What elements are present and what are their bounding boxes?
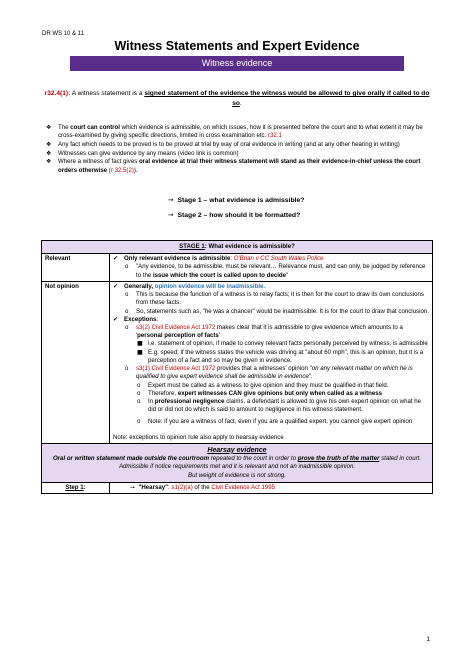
- sub-point-text: Note: if you are a witness of fact, even if you are a qualified expert, you cannot give expert opinion: [148, 418, 413, 426]
- table-row: [42, 254, 433, 282]
- sub-point: [113, 382, 429, 390]
- opinion-cell: [110, 281, 433, 443]
- step1-colon: :: [83, 483, 86, 491]
- step1-term: "Hearsay": [138, 483, 168, 491]
- stage-text: Stage 1 – what evidence is admissible?: [177, 197, 305, 204]
- statute-ref: s3(1) Civil Evidence Act 1972: [136, 365, 216, 373]
- table-row: [42, 281, 433, 443]
- sub-point-bold: professional negligence: [154, 397, 225, 405]
- diamond-bullet-icon: ❖: [46, 158, 52, 166]
- rule-text: A witness statement is a: [70, 90, 145, 97]
- course-header: DR WS 10 & 11: [42, 31, 84, 37]
- right-arrow-icon: ➙: [168, 196, 174, 204]
- point-text: This is because the function of a witness is to relay facts; it is then for the court to draw its own conclusions from these facts.: [136, 291, 424, 307]
- opinion-point: [113, 291, 429, 307]
- quote-end: ": [286, 271, 289, 279]
- stage1-heading: [42, 241, 433, 254]
- bullet-text: which evidence is admissible, on which issues, how it is presented before the court and to what extent it may be cross-examined by giving specific directions, limited in cross examination etc.: [58, 124, 423, 140]
- page-title: Witness Statements and Expert Evidence: [114, 39, 360, 53]
- step1-sep: :: [168, 483, 172, 491]
- statute-ref: s3(2) Civil Evidence Act 1972: [136, 323, 216, 331]
- section-band: Witness evidence: [70, 56, 404, 71]
- quote-text: "Any evidence, to be admissible, must be relevant… Relevance must, and can only, be judged by reference to the: [136, 263, 426, 279]
- bullet-text: The: [58, 124, 71, 131]
- circle-bullet-icon: o: [137, 389, 141, 397]
- circle-bullet-icon: o: [125, 291, 129, 299]
- page-number: 1: [426, 636, 430, 643]
- hearsay-line: Admissible if notice requirements met and it is relevant and not an inadmissible opinion.: [118, 463, 356, 471]
- point-text: So, statements such as, "he was a chancer" would be inadmissible. It is for the court to draw that conclusion.: [136, 307, 429, 315]
- stages-list: [168, 196, 304, 226]
- circle-bullet-icon: o: [137, 418, 141, 426]
- opinion-point: [113, 308, 429, 316]
- sub-point-text: Therefore,: [148, 389, 178, 397]
- opinion-note: Note: exceptions to opinion rule also apply to hearsay evidence: [113, 433, 284, 441]
- sub-point: [113, 349, 429, 365]
- bullet-ref: r 32.5(2): [110, 166, 134, 174]
- exceptions-colon: :: [156, 315, 159, 323]
- rule-definition: [42, 89, 432, 108]
- key-points-list: [46, 124, 430, 175]
- bullet-bold: court can control: [70, 124, 120, 131]
- right-arrow-icon: ➙: [130, 483, 136, 491]
- statute-end: ': [218, 332, 220, 340]
- general-label: Generally,: [124, 282, 155, 290]
- bullet-text: Witnesses can give evidence by any means (video link is common): [58, 149, 239, 157]
- hearsay-line: [46, 455, 428, 463]
- row-label-relevant: Relevant: [42, 254, 110, 282]
- circle-bullet-icon: o: [125, 323, 129, 331]
- bullet-bold: oral evidence at trial their witness statement will stand as their evidence-in-chief unless the court orders otherwise: [58, 158, 421, 174]
- quote-bold: issue which the court is called upon to decide: [152, 271, 287, 279]
- hearsay-bold-u: prove the truth of the matter: [297, 455, 380, 463]
- step1-act: Civil Evidence Act 1995: [211, 483, 276, 491]
- stage-text: Stage 2 – how should it be formatted?: [177, 212, 301, 220]
- sub-point-text: In: [148, 397, 155, 405]
- relevant-sep: :: [230, 255, 234, 263]
- stage-item: [168, 211, 304, 220]
- right-arrow-icon: ➙: [168, 211, 174, 220]
- sub-point-text: E.g. speed; if the witness states the vehicle was driving at "about 60 mph", this is an opinion, but it is a perception of a fact and so may be given in evidence.: [148, 348, 424, 364]
- rule-underlined: signed statement of the evidence the witness would be allowed to give orally if called to do so: [144, 90, 430, 107]
- stage1-heading-rest: : What evidence is admissible?: [204, 243, 295, 250]
- list-item: [46, 150, 430, 158]
- sub-point: [113, 340, 429, 348]
- sub-point-text: Expert must be called as a witness to give opinion and they must be qualified in that field.: [148, 381, 389, 389]
- relevant-cell: [110, 254, 433, 282]
- square-bullet-icon: ■: [137, 340, 143, 348]
- circle-bullet-icon: o: [125, 307, 129, 315]
- step1-section: s1(2)(a): [171, 483, 193, 491]
- exception-s32: [113, 324, 429, 340]
- hearsay-text: repeated to the court in order to: [209, 455, 298, 463]
- sub-point: [113, 418, 429, 426]
- statute-text: makes clear that it is admissible to give evidence which amounts to a ': [136, 323, 403, 340]
- table-row: [42, 482, 433, 493]
- step1-of: of the: [192, 483, 212, 491]
- statute-text: provides that a witnesses' opinion ": [215, 365, 312, 373]
- circle-bullet-icon: o: [125, 365, 129, 373]
- circle-bullet-icon: o: [125, 263, 129, 271]
- bullet-text: Any fact which needs to be proved is to be proved at trial by way of oral evidence in writing (and at any other hearing in writing): [58, 140, 400, 148]
- check-mark-icon: ✔: [113, 255, 119, 263]
- opinion-general: [113, 283, 429, 291]
- diamond-bullet-icon: ❖: [46, 140, 52, 148]
- bullet-text: ).: [133, 166, 138, 174]
- table-row: [42, 443, 433, 482]
- admissibility-table: [41, 240, 433, 494]
- check-mark-icon: ✔: [113, 315, 119, 323]
- hearsay-heading: Hearsay evidence: [207, 446, 267, 454]
- sub-point-bold: expert witnesses CAN give opinions but only when called as a witness: [177, 389, 383, 397]
- bullet-text: (: [107, 166, 111, 174]
- statute-italic: on any relevant matter on which he is qualified to give expert evidence shall be admissible in evidence: [136, 365, 413, 381]
- exceptions-label: Exceptions: [124, 315, 157, 323]
- step1-label: [42, 482, 110, 493]
- rule-end: .: [239, 99, 242, 107]
- relevant-line: [113, 255, 429, 263]
- relevant-bold: Only relevant evidence is admissible: [124, 255, 231, 263]
- hearsay-bold: Oral or written statement made outside the courtroom: [52, 455, 210, 463]
- diamond-bullet-icon: ❖: [46, 149, 52, 157]
- hearsay-box: [42, 443, 433, 482]
- sub-point: [113, 398, 429, 414]
- case-ref: O'Brian v CC South Wales Police: [233, 255, 324, 263]
- row-label-not-opinion: Not opinion: [42, 281, 110, 443]
- diamond-bullet-icon: ❖: [46, 124, 52, 131]
- check-mark-icon: ✔: [113, 282, 119, 290]
- step1-label-text: Step 1: [65, 483, 84, 491]
- sub-point-text: claims, a defendant is allowed to give his own expert opinion on what he did or did not do which is said to amount to negligence in his witness statement.: [148, 397, 422, 414]
- list-item: [46, 124, 430, 140]
- relevant-quote-line: [113, 263, 429, 279]
- bullet-ref: r32.1: [267, 132, 282, 140]
- step1-cell: [110, 482, 433, 493]
- square-bullet-icon: ■: [137, 348, 143, 356]
- circle-bullet-icon: o: [137, 381, 141, 389]
- sub-point-text: i.e. statement of opinion, if made to convey relevant facts personally perceived by witness, is admissible: [148, 340, 428, 348]
- statute-bold: personal perception of facts: [137, 332, 219, 340]
- bullet-text: Where a witness of fact gives: [58, 158, 139, 166]
- exceptions-heading: [113, 316, 429, 324]
- rule-ref: r32.4(1):: [44, 90, 71, 97]
- exception-s31: [113, 365, 429, 381]
- circle-bullet-icon: o: [137, 397, 141, 405]
- general-text: opinion evidence will be inadmissible.: [154, 282, 266, 290]
- sub-point: [113, 390, 429, 398]
- hearsay-text: stated in court.: [379, 455, 422, 463]
- stage-item: [168, 196, 304, 205]
- list-item: [46, 158, 430, 174]
- table-row: [42, 241, 433, 254]
- list-item: [46, 141, 430, 149]
- statute-end: ".: [308, 373, 313, 381]
- hearsay-line: But weight of evidence is not strong.: [188, 471, 286, 479]
- stage1-heading-u: STAGE 1: [179, 243, 205, 250]
